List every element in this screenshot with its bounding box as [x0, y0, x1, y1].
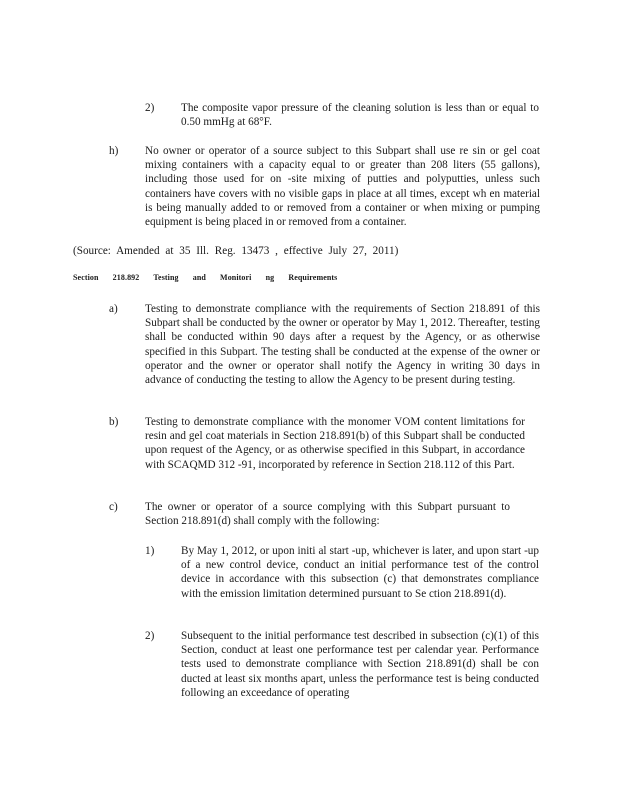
item-c2-text — [181, 629, 539, 700]
item-a-label: a) — [109, 303, 118, 315]
section-heading: Section 218.892 Testing and Monitori ng Requirements — [73, 273, 338, 282]
item-c2-paragraph: Subsequent to the initial performance test described in subsection (c)(1) of this Section, conduct at least one performance test per calendar year. Performance tests used to demonstrate compliance with Section 218.891(d) shall be con ducted at least six months apart, unless the performance test is being conducted following an exceedance of operating — [181, 630, 539, 699]
item-c-text — [145, 500, 510, 528]
item-b-paragraph: Testing to demonstrate compliance with the monomer VOM content limitations for resin and gel coat materials in Section 218.891(b) of this Subpart shall be conducted upon request of the Agency, or as otherwise specified in this Subpart, in accordance with SCAQMD 312 -91, incorporated by reference in Section 218.112 of this Part. — [145, 416, 525, 471]
item-b-label: b) — [109, 416, 119, 428]
item-a-text — [145, 302, 540, 387]
item-c-label: c) — [109, 501, 118, 513]
item-2-paragraph: The composite vapor pressure of the cleaning solution is less than or equal to 0.50 mmHg at 68°F. — [181, 102, 539, 129]
item-c2-label: 2) — [145, 630, 155, 642]
item-c1-paragraph: By May 1, 2012, or upon initi al start -up, whichever is later, and upon start -up of a new control device, conduct an initial performance test of the control device in accordance with this subsection (c) that demonstrates compliance with the emission limitation determined pursuant to Se ction 218.891(d). — [181, 545, 539, 600]
item-c1-label: 1) — [145, 545, 155, 557]
item-h-paragraph: No owner or operator of a source subject to this Subpart shall use re sin or gel coat mixing containers with a capacity equal to or greater than 208 liters (55 gallons), including those used for on -site mixing of putties and polyputties, unless such containers have covers with no visible gaps in place at all times, except wh en material is being manually added to or removed from a container or when mixing or pumping equipment is being placed in or removed from a container. — [145, 145, 540, 229]
item-h-label: h) — [109, 145, 119, 157]
item-h-text — [145, 144, 540, 229]
item-b-text — [145, 415, 525, 472]
item-2-text — [181, 101, 539, 129]
item-c-paragraph: The owner or operator of a source complying with this Subpart pursuant to Section 218.891(d) shall comply with the following: — [145, 501, 510, 528]
item-2-label: 2) — [145, 102, 155, 114]
source-note: (Source: Amended at 35 Ill. Reg. 13473 , effective July 27, 2011) — [73, 245, 399, 257]
item-a-paragraph: Testing to demonstrate compliance with the requirements of Section 218.891 of this Subpart shall be conducted by the owner or operator by May 1, 2012. Thereafter, testing shall be conducted within 90 days after a request by the Agency, or as otherwise specified in this Subpart. The testing shall be conducted at the expense of the owner or operator and the owner or operator shall notify the Agency in writing 30 days in advance of conducting the testing to allow the Agency to be present during testing. — [145, 303, 540, 387]
item-c1-text — [181, 544, 539, 601]
